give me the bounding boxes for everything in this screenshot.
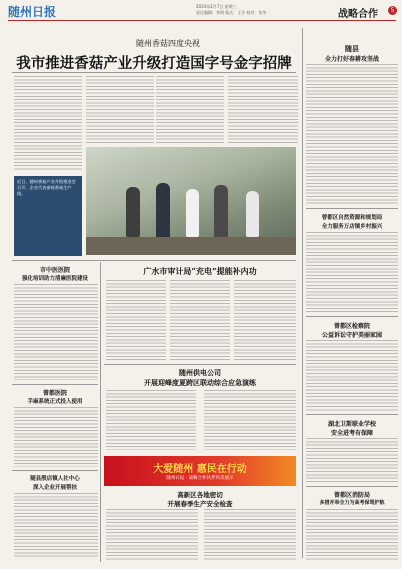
lead-photo xyxy=(86,147,296,255)
article-title: 随州供电公司 xyxy=(179,368,221,377)
divider xyxy=(12,72,296,73)
article-body xyxy=(306,340,398,412)
article-subtitle: 深入企业开展帮扶 xyxy=(32,485,77,491)
article-title: 湖北卫斯联业学校 xyxy=(327,421,376,428)
article-body xyxy=(306,232,398,314)
photo-figure xyxy=(186,189,199,237)
divider xyxy=(306,208,398,209)
photo-figure xyxy=(214,185,228,239)
newspaper-logo: 随州日报 xyxy=(8,5,57,19)
divider xyxy=(306,486,398,487)
article-body xyxy=(106,509,198,561)
divider xyxy=(306,316,398,317)
article-body xyxy=(14,407,98,467)
article-title: 曾都区检察院 xyxy=(333,323,370,330)
lead-body-col-2 xyxy=(86,76,154,144)
lead-kicker: 随州香菇四度央视 xyxy=(136,39,200,48)
article-body xyxy=(204,509,296,561)
article-subtitle: 公益诉讼守护美丽家园 xyxy=(321,332,382,339)
article-title: 随县殷店镇人社中心 xyxy=(30,476,80,482)
article-title: 曾都医院 xyxy=(42,390,67,397)
divider xyxy=(100,262,101,562)
lead-body-col-1 xyxy=(14,76,82,170)
lead-headline: 我市推进香菇产业升级打造国字号金字招牌 xyxy=(16,55,292,72)
article-body xyxy=(306,509,398,561)
divider xyxy=(12,260,296,261)
photo-figure xyxy=(126,187,140,237)
divider xyxy=(12,470,98,471)
banner-text: 大爱随州 惠民在行动 xyxy=(153,464,247,475)
article-subtitle: 开展春季生产安全检查 xyxy=(167,500,233,508)
article-title: 市中医医院 xyxy=(39,267,70,274)
article-body xyxy=(204,390,296,450)
article-body xyxy=(234,280,296,360)
photo-ground xyxy=(86,237,296,255)
article-body xyxy=(170,280,230,360)
masthead-rule xyxy=(8,20,396,21)
article-body xyxy=(306,64,398,204)
article-title: 高新区各地密切 xyxy=(177,491,223,499)
article-subtitle: 全力打好春耕攻坚战 xyxy=(324,56,379,63)
divider xyxy=(12,384,98,385)
article-body xyxy=(106,280,166,360)
article-title: 随县 xyxy=(345,44,359,53)
banner-subtext: 随州日报 · 战略合作伙伴风采展示 xyxy=(166,476,234,481)
photo-figure xyxy=(246,191,259,237)
lead-body-col-3 xyxy=(156,76,224,144)
article-subtitle: 开展迎峰度夏跨区联动综合应急演练 xyxy=(144,378,256,387)
photo-figure xyxy=(156,183,170,239)
article-body xyxy=(14,284,98,380)
article-subtitle: 手麻系统正式投入使用 xyxy=(27,399,83,405)
article-subtitle: 全力服务万店镇乡村振兴 xyxy=(321,224,383,230)
article-headline: 广水市审计局“充电”提能补内功 xyxy=(143,266,257,276)
article-body xyxy=(306,438,398,482)
editor-info: 责任编辑：李明 版式：王芳 校对：张华 xyxy=(196,10,267,15)
issue-date: 2024年2月7日 星期三 xyxy=(196,4,237,9)
divider xyxy=(104,364,296,365)
photo-caption: 近日，随州香菇产业升级推进会召开，企业代表参观香菇生产线。 xyxy=(14,176,82,256)
lead-body-col-4 xyxy=(228,76,298,144)
article-body xyxy=(106,390,196,450)
masthead xyxy=(0,0,402,26)
article-subtitle: 安全进考有保障 xyxy=(330,430,373,437)
article-subtitle: 强化培训助力清廉医院建设 xyxy=(21,276,88,282)
article-title: 曾都区自然资源和规划局 xyxy=(321,215,383,221)
article-subtitle: 多措并举全力为高考保驾护航 xyxy=(319,500,385,506)
article-body xyxy=(14,493,98,559)
divider xyxy=(302,28,303,558)
page-number-badge: 5 xyxy=(388,6,397,15)
article-title: 曾都区消防局 xyxy=(333,492,370,499)
section-title: 战略合作 xyxy=(338,9,378,20)
divider xyxy=(306,414,398,415)
promo-banner xyxy=(104,456,296,486)
